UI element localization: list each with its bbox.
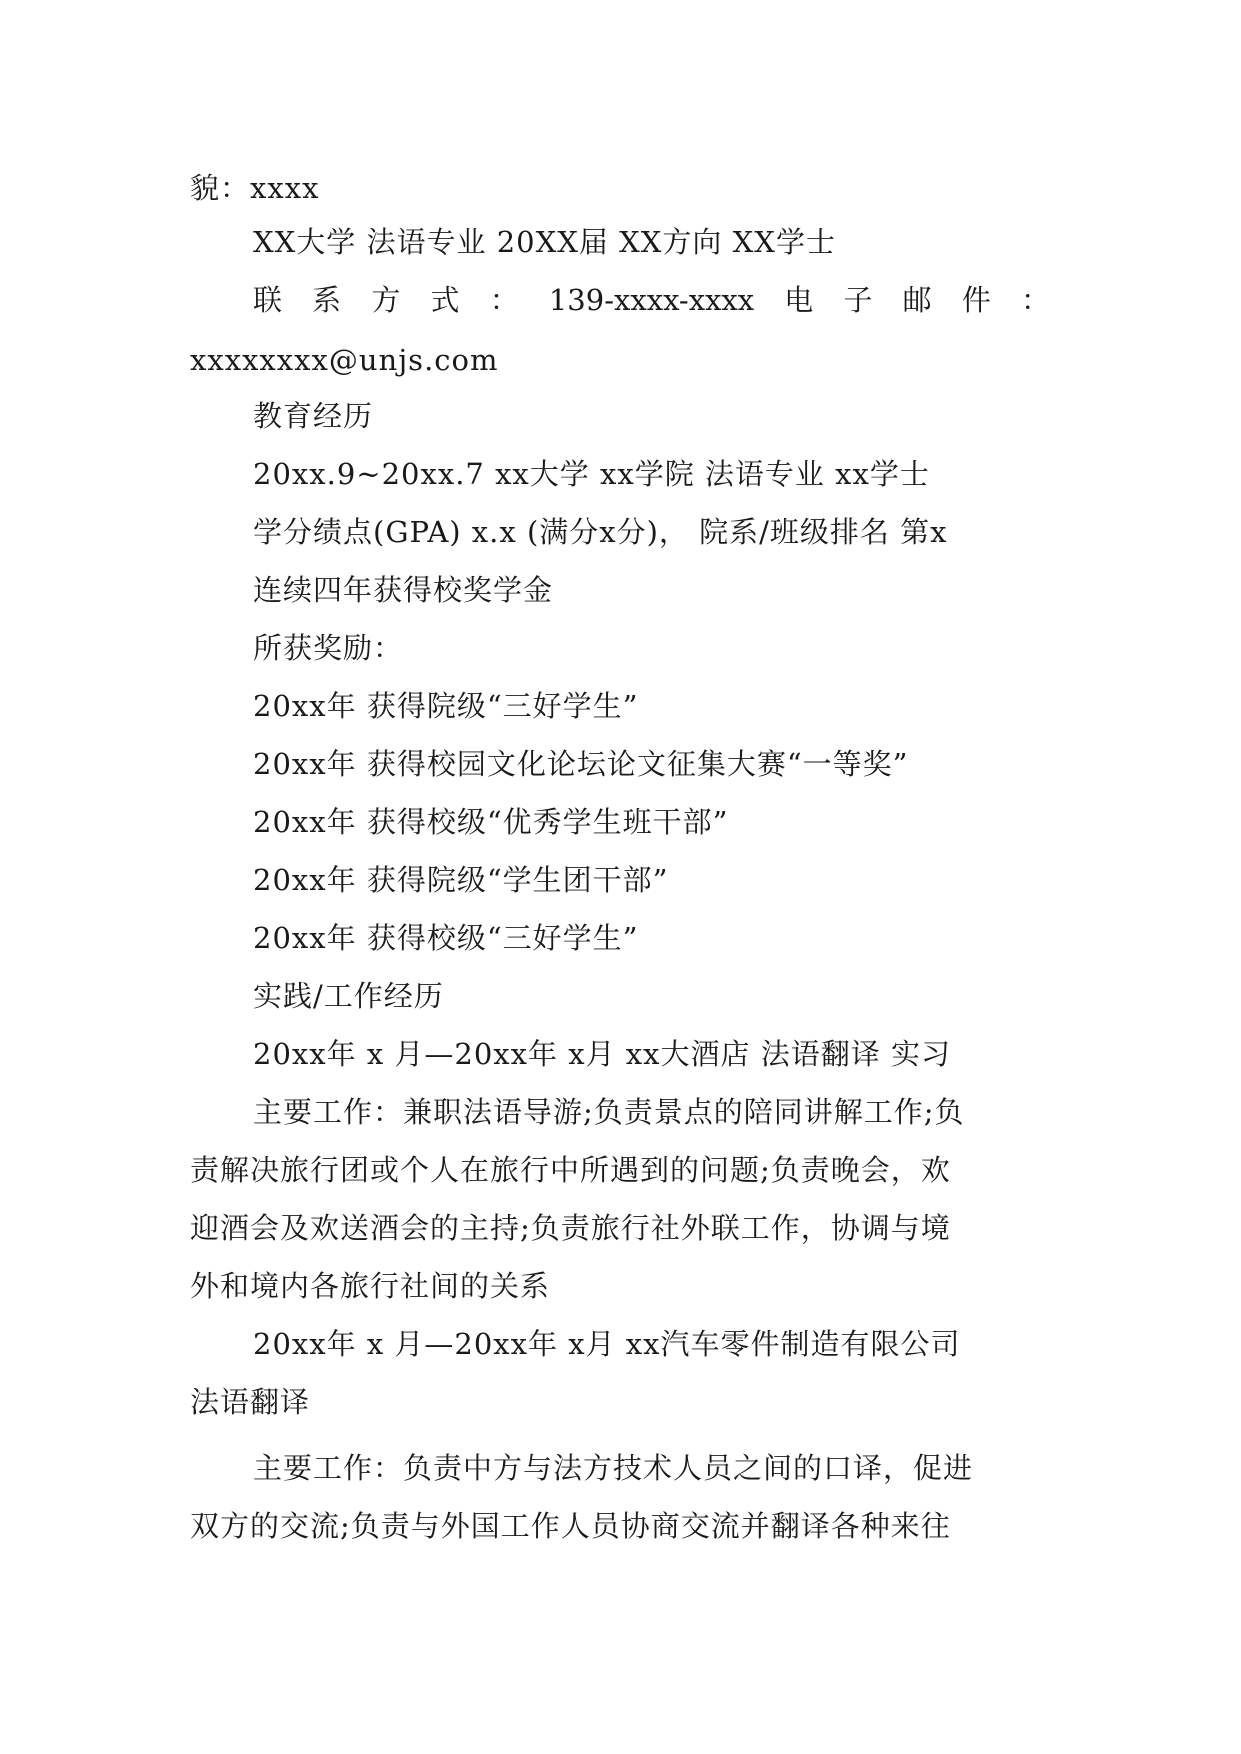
contact-part: ： (1020, 283, 1050, 317)
contact-part: 电 (784, 283, 814, 317)
award-line: 20xx年 获得院级“学生团干部” (253, 863, 669, 897)
contact-part: ： (489, 283, 519, 317)
contact-part: 子 (843, 283, 873, 317)
phone-number: 139-xxxx-xxxx (548, 283, 755, 317)
contact-part: 系 (312, 283, 342, 317)
text-line: 外和境内各旅行社间的关系 (190, 1269, 551, 1303)
text-line: 20xx.9~20xx.7 xx大学 xx学院 法语专业 xx学士 (253, 457, 930, 491)
text-line: 20xx年 x 月—20xx年 x月 xx大酒店 法语翻译 实习 (253, 1037, 951, 1071)
text-line: 主要工作：负责中方与法方技术人员之间的口译，促进 (253, 1451, 974, 1485)
contact-part: 联 (253, 283, 283, 317)
section-heading: 实践/工作经历 (253, 979, 444, 1013)
contact-part: 方 (371, 283, 401, 317)
award-line: 20xx年 获得校级“三好学生” (253, 921, 639, 955)
text-line: 主要工作：兼职法语导游;负责景点的陪同讲解工作;负 (253, 1095, 965, 1129)
email-address: xxxxxxxx@unjs.com (190, 343, 499, 377)
contact-line (253, 280, 1050, 320)
award-line: 20xx年 获得校级“优秀学生班干部” (253, 805, 729, 839)
text-line: 法语翻译 (190, 1385, 311, 1419)
award-line: 20xx年 获得院级“三好学生” (253, 689, 639, 723)
text-line: 学分绩点(GPA) x.x (满分x分)， 院系/班级排名 第x (253, 515, 948, 549)
contact-part: 式 (430, 283, 460, 317)
section-heading: 所获奖励： (253, 631, 404, 665)
text-line: 20xx年 x 月—20xx年 x月 xx汽车零件制造有限公司 (253, 1327, 961, 1361)
text-line: 连续四年获得校奖学金 (253, 573, 554, 607)
section-heading: 教育经历 (253, 399, 374, 433)
text-line: 迎酒会及欢送酒会的主持;负责旅行社外联工作，协调与境 (190, 1211, 951, 1245)
text-line: 双方的交流;负责与外国工作人员协商交流并翻译各种来往 (190, 1509, 951, 1543)
contact-part: 件 (961, 283, 991, 317)
text-line: 貌：xxxx (190, 171, 320, 205)
award-line: 20xx年 获得校园文化论坛论文征集大赛“一等奖” (253, 747, 909, 781)
text-line: XX大学 法语专业 20XX届 XX方向 XX学士 (253, 225, 836, 259)
contact-part: 邮 (902, 283, 932, 317)
text-line: 责解决旅行团或个人在旅行中所遇到的问题;负责晚会，欢 (190, 1153, 951, 1187)
